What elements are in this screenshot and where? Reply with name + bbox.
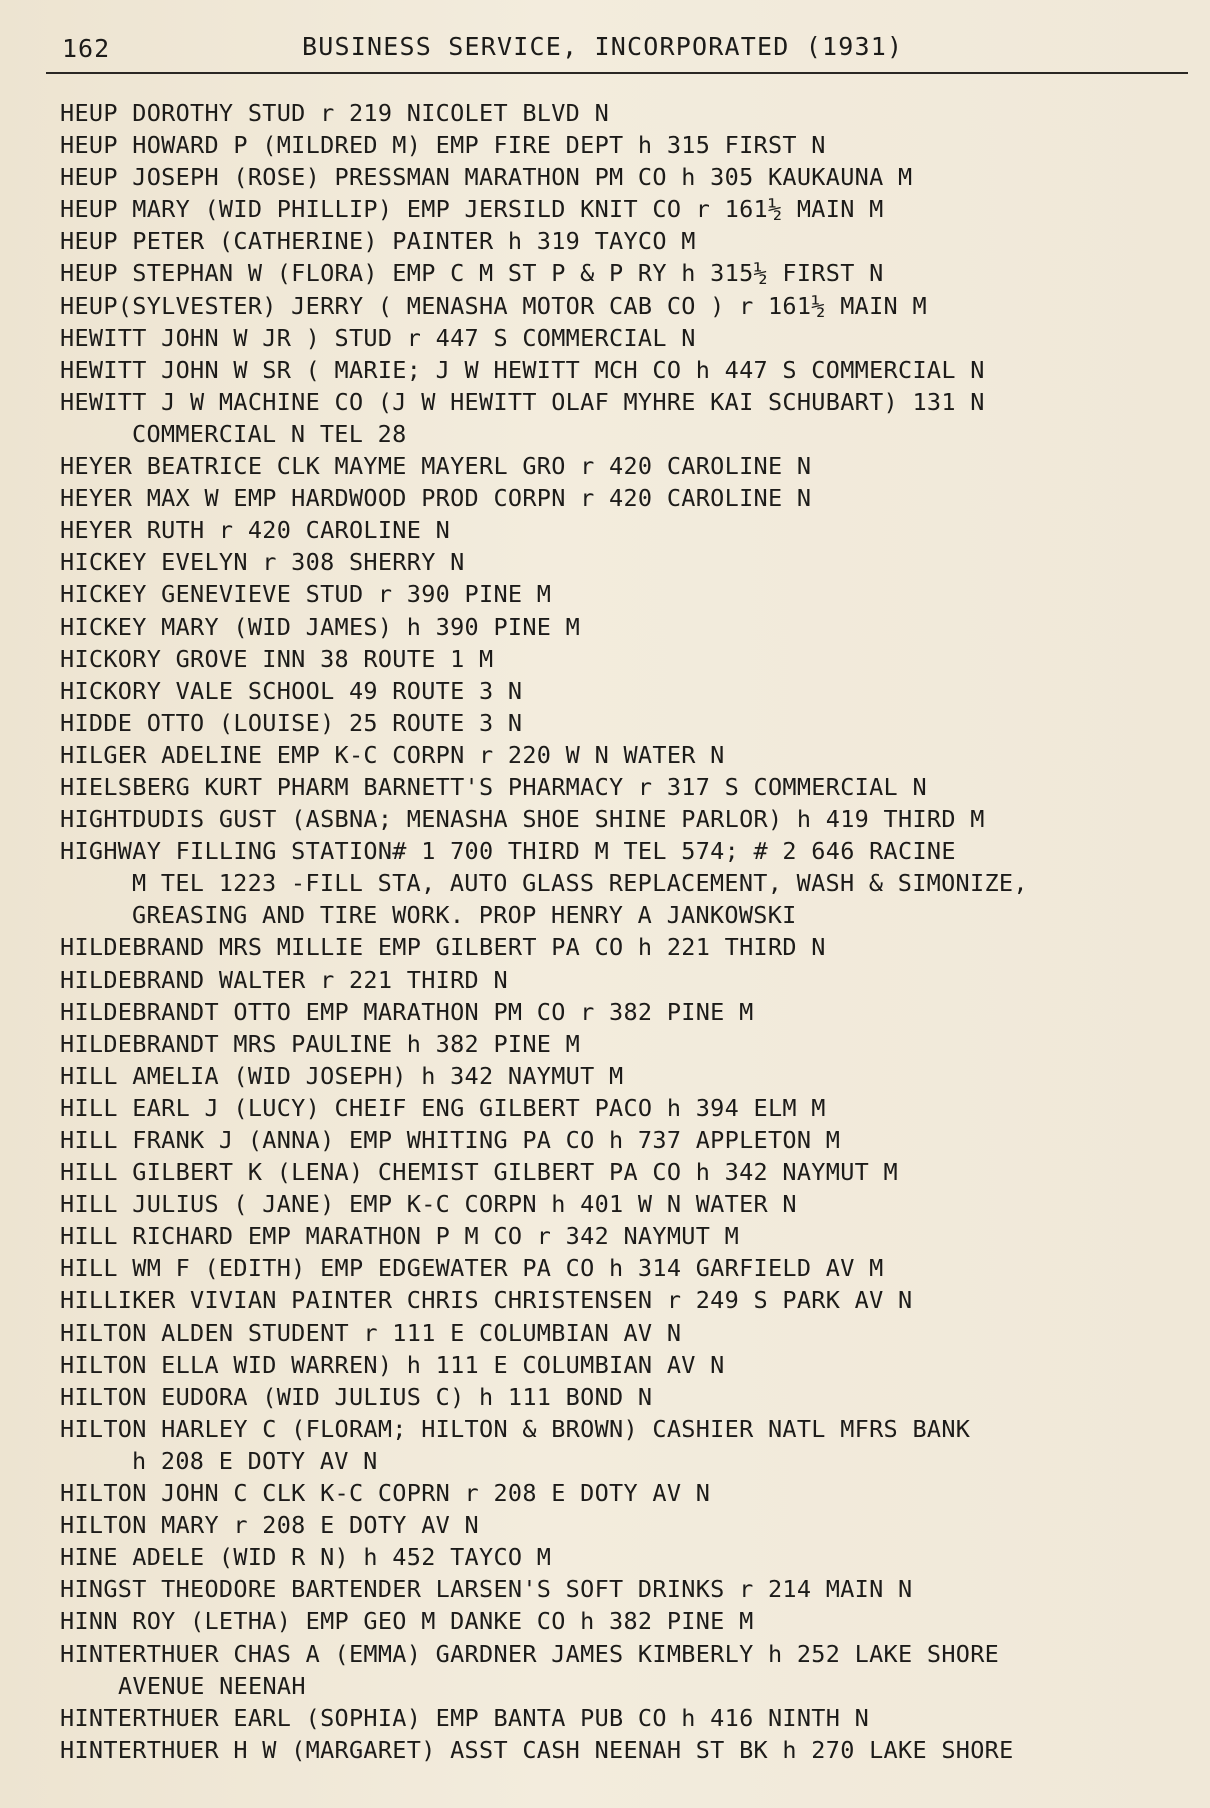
entry-line: HILDEBRANDT OTTO EMP MARATHON PM CO r 382 PINE M — [60, 997, 754, 1026]
entry-line: HICKORY GROVE INN 38 ROUTE 1 M — [60, 644, 494, 673]
entry-line: HEYER BEATRICE CLK MAYME MAYERL GRO r 420 CAROLINE N — [60, 452, 812, 481]
entry-line: HINTERTHUER H W (MARGARET) ASST CASH NEENAH ST BK h 270 LAKE SHORE — [60, 1735, 1014, 1764]
entry-line: HILTON MARY r 208 E DOTY AV N — [60, 1511, 479, 1540]
entry-continuation-line: AVENUE NEENAH — [118, 1671, 306, 1700]
entry-continuation-line: COMMERCIAL N TEL 28 — [132, 419, 407, 448]
entry-line: HEWITT JOHN W JR ) STUD r 447 S COMMERCIAL N — [60, 323, 696, 352]
entry-line: HEWITT J W MACHINE CO (J W HEWITT OLAF MYHRE KAI SCHUBART) 131 N — [60, 387, 985, 416]
entry-line: HILDEBRANDT MRS PAULINE h 382 PINE M — [60, 1029, 581, 1058]
entry-line: HILTON ELLA WID WARREN) h 111 E COLUMBIAN AV N — [60, 1350, 725, 1379]
entry-line: HINTERTHUER EARL (SOPHIA) EMP BANTA PUB CO h 416 NINTH N — [60, 1703, 870, 1732]
entry-line: HILGER ADELINE EMP K-C CORPN r 220 W N WATER N — [60, 740, 725, 769]
header-rule — [46, 72, 1188, 74]
entry-line: HEUP STEPHAN W (FLORA) EMP C M ST P & P RY h 315½ FIRST N — [60, 259, 884, 288]
entry-line: HILDEBRAND WALTER r 221 THIRD N — [60, 965, 508, 994]
entry-continuation-line: M TEL 1223 -FILL STA, AUTO GLASS REPLACEMENT, WASH & SIMONIZE, — [132, 869, 1028, 898]
entry-line: HILDEBRAND MRS MILLIE EMP GILBERT PA CO h 221 THIRD N — [60, 933, 826, 962]
entry-line: HEYER MAX W EMP HARDWOOD PROD CORPN r 420 CAROLINE N — [60, 484, 812, 513]
entry-line: HEUP MARY (WID PHILLIP) EMP JERSILD KNIT CO r 161½ MAIN M — [60, 195, 884, 224]
entry-line: HILL RICHARD EMP MARATHON P M CO r 342 NAYMUT M — [60, 1222, 740, 1251]
directory-entries — [60, 97, 1180, 1766]
entry-line: HILL EARL J (LUCY) CHEIF ENG GILBERT PACO h 394 ELM M — [60, 1093, 826, 1122]
entry-line: HICKEY GENEVIEVE STUD r 390 PINE M — [60, 580, 552, 609]
entry-line: HILLIKER VIVIAN PAINTER CHRIS CHRISTENSEN r 249 S PARK AV N — [60, 1286, 913, 1315]
entry-line: HILL FRANK J (ANNA) EMP WHITING PA CO h 737 APPLETON M — [60, 1126, 841, 1154]
entry-line: HILTON JOHN C CLK K-C COPRN r 208 E DOTY AV N — [60, 1479, 711, 1508]
entry-line: HIELSBERG KURT PHARM BARNETT'S PHARMACY r 317 S COMMERCIAL N — [60, 772, 927, 801]
page-header — [62, 26, 1182, 76]
entry-line: HILL AMELIA (WID JOSEPH) h 342 NAYMUT M — [60, 1061, 624, 1090]
entry-line: HINE ADELE (WID R N) h 452 TAYCO M — [60, 1543, 552, 1572]
running-head: BUSINESS SERVICE, INCORPORATED (1931) — [302, 32, 904, 61]
entry-line: HILTON EUDORA (WID JULIUS C) h 111 BOND N — [60, 1382, 653, 1411]
entry-line: HEUP DOROTHY STUD r 219 NICOLET BLVD N — [60, 99, 610, 127]
entry-line: HILL WM F (EDITH) EMP EDGEWATER PA CO h 314 GARFIELD AV M — [60, 1254, 884, 1283]
entry-line: HINTERTHUER CHAS A (EMMA) GARDNER JAMES KIMBERLY h 252 LAKE SHORE — [60, 1639, 1000, 1668]
entry-continuation-line: h 208 E DOTY AV N — [132, 1446, 378, 1475]
entry-line: HICKEY MARY (WID JAMES) h 390 PINE M — [60, 612, 581, 641]
entry-line: HEWITT JOHN W SR ( MARIE; J W HEWITT MCH CO h 447 S COMMERCIAL N — [60, 355, 985, 384]
entry-line: HEUP PETER (CATHERINE) PAINTER h 319 TAYCO M — [60, 227, 696, 256]
entry-line: HEUP HOWARD P (MILDRED M) EMP FIRE DEPT h 315 FIRST N — [60, 131, 826, 160]
entry-line: HICKEY EVELYN r 308 SHERRY N — [60, 548, 465, 577]
entry-line: HILL JULIUS ( JANE) EMP K-C CORPN h 401 W N WATER N — [60, 1190, 797, 1219]
entry-line: HILL GILBERT K (LENA) CHEMIST GILBERT PA CO h 342 NAYMUT M — [60, 1158, 898, 1187]
page-number: 162 — [62, 34, 111, 63]
entry-line: HEYER RUTH r 420 CAROLINE N — [60, 516, 451, 545]
entry-line: HILTON HARLEY C (FLORAM; HILTON & BROWN) CASHIER NATL MFRS BANK — [60, 1414, 971, 1443]
entry-line: HIGHWAY FILLING STATION# 1 700 THIRD M TEL 574; # 2 646 RACINE — [60, 837, 956, 866]
entry-line: HEUP(SYLVESTER) JERRY ( MENASHA MOTOR CAB CO ) r 161½ MAIN M — [60, 291, 927, 320]
entry-line: HEUP JOSEPH (ROSE) PRESSMAN MARATHON PM CO h 305 KAUKAUNA M — [60, 163, 913, 192]
entry-line: HICKORY VALE SCHOOL 49 ROUTE 3 N — [60, 676, 523, 705]
entry-line: HILTON ALDEN STUDENT r 111 E COLUMBIAN AV N — [60, 1318, 682, 1347]
entry-line: HINGST THEODORE BARTENDER LARSEN'S SOFT DRINKS r 214 MAIN N — [60, 1575, 913, 1604]
entry-line: HINN ROY (LETHA) EMP GEO M DANKE CO h 382 PINE M — [60, 1607, 754, 1636]
entry-continuation-line: GREASING AND TIRE WORK. PROP HENRY A JANKOWSKI — [132, 901, 797, 930]
entry-line: HIGHTDUDIS GUST (ASBNA; MENASHA SHOE SHINE PARLOR) h 419 THIRD M — [60, 805, 985, 834]
entry-line: HIDDE OTTO (LOUISE) 25 ROUTE 3 N — [60, 708, 523, 737]
